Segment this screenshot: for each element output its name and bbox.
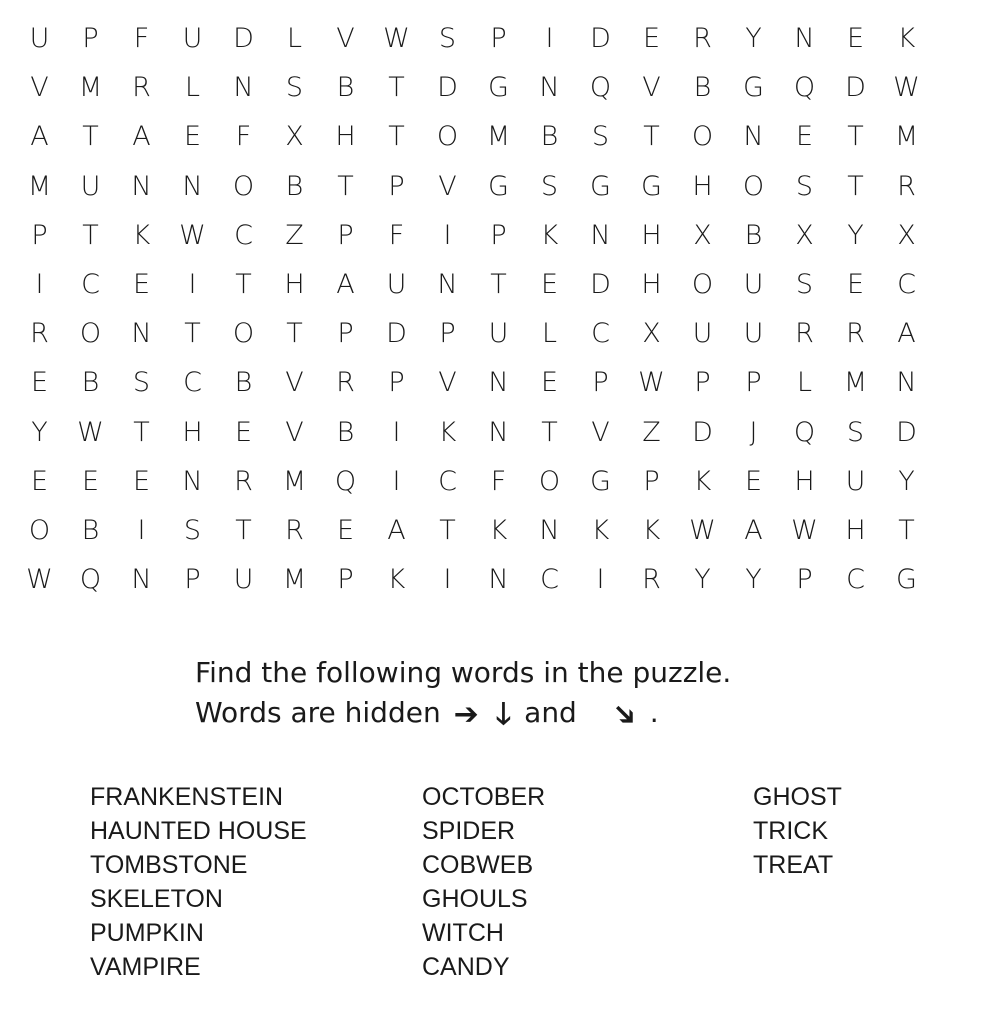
grid-letter: P bbox=[694, 367, 711, 399]
grid-letter: O bbox=[28, 514, 51, 546]
grid-letter: Y bbox=[31, 416, 48, 448]
grid-letter: V bbox=[438, 170, 457, 202]
grid-letter: R bbox=[795, 318, 814, 350]
grid-letter: E bbox=[846, 23, 865, 55]
grid-letter: U bbox=[743, 269, 764, 301]
grid-letter: N bbox=[590, 219, 611, 251]
grid-letter: F bbox=[133, 23, 150, 55]
grid-letter: A bbox=[744, 514, 763, 546]
word-list-column-1 bbox=[90, 780, 307, 984]
grid-letter: V bbox=[591, 416, 610, 448]
grid-letter: Z bbox=[642, 416, 661, 448]
grid-letter: S bbox=[183, 514, 202, 546]
grid-letter: T bbox=[388, 72, 405, 104]
grid-letter: A bbox=[336, 269, 355, 301]
word-list-column-2 bbox=[422, 780, 545, 984]
word-list-item: SKELETON bbox=[90, 885, 223, 913]
grid-letter: S bbox=[591, 121, 610, 153]
grid-letter: T bbox=[337, 170, 354, 202]
grid-letter: E bbox=[846, 269, 865, 301]
grid-letter: S bbox=[285, 72, 304, 104]
grid-letter: N bbox=[182, 170, 203, 202]
grid-letter: H bbox=[794, 465, 815, 497]
grid-row bbox=[14, 506, 932, 555]
grid-letter: T bbox=[847, 121, 864, 153]
grid-letter: F bbox=[490, 465, 507, 497]
grid-letter: V bbox=[30, 72, 49, 104]
grid-letter: G bbox=[896, 564, 917, 596]
grid-letter: H bbox=[182, 416, 203, 448]
grid-letter: L bbox=[541, 318, 558, 350]
grid-letter: L bbox=[286, 23, 303, 55]
grid-letter: O bbox=[79, 318, 102, 350]
grid-letter: M bbox=[282, 564, 307, 596]
grid-letter: J bbox=[749, 416, 758, 448]
grid-letter: I bbox=[596, 564, 605, 596]
grid-letter: P bbox=[388, 170, 405, 202]
grid-row bbox=[14, 14, 932, 63]
grid-letter: F bbox=[235, 121, 252, 153]
grid-letter: N bbox=[539, 514, 560, 546]
instructions bbox=[195, 653, 731, 735]
grid-letter: Q bbox=[589, 72, 612, 104]
grid-letter: D bbox=[692, 416, 713, 448]
arrow-down-icon: 🡓 bbox=[495, 697, 512, 732]
grid-letter: L bbox=[184, 72, 201, 104]
grid-row bbox=[14, 408, 932, 457]
grid-letter: E bbox=[642, 23, 661, 55]
grid-letter: Y bbox=[694, 564, 711, 596]
grid-letter: T bbox=[133, 416, 150, 448]
grid-letter: E bbox=[183, 121, 202, 153]
grid-letter: O bbox=[232, 318, 255, 350]
grid-letter: Y bbox=[745, 23, 762, 55]
grid-letter: X bbox=[642, 318, 661, 350]
grid-letter: N bbox=[131, 318, 152, 350]
grid-letter: M bbox=[486, 121, 511, 153]
grid-letter: E bbox=[132, 269, 151, 301]
instruction-line-2-text: Words are hidden bbox=[195, 696, 441, 729]
grid-letter: I bbox=[392, 465, 401, 497]
grid-letter: R bbox=[234, 465, 253, 497]
grid-letter: Q bbox=[793, 72, 816, 104]
grid-letter: X bbox=[285, 121, 304, 153]
grid-letter: K bbox=[438, 416, 457, 448]
grid-letter: H bbox=[692, 170, 713, 202]
grid-letter: C bbox=[234, 219, 253, 251]
grid-letter: B bbox=[234, 367, 253, 399]
grid-letter: N bbox=[488, 564, 509, 596]
grid-letter: G bbox=[590, 170, 611, 202]
grid-letter: V bbox=[642, 72, 661, 104]
grid-letter: I bbox=[392, 416, 401, 448]
grid-letter: G bbox=[488, 170, 509, 202]
grid-row bbox=[14, 162, 932, 211]
grid-letter: K bbox=[387, 564, 406, 596]
grid-letter: K bbox=[489, 514, 508, 546]
word-list-item: GHOULS bbox=[422, 885, 528, 913]
grid-letter: M bbox=[843, 367, 868, 399]
grid-letter: K bbox=[897, 23, 916, 55]
grid-letter: P bbox=[439, 318, 456, 350]
grid-letter: O bbox=[232, 170, 255, 202]
instruction-line-2 bbox=[195, 693, 731, 735]
grid-letter: A bbox=[387, 514, 406, 546]
grid-row bbox=[14, 260, 932, 309]
grid-letter: D bbox=[233, 23, 254, 55]
word-list-item: FRANKENSTEIN bbox=[90, 783, 284, 811]
grid-row bbox=[14, 457, 932, 506]
grid-letter: S bbox=[795, 170, 814, 202]
grid-letter: V bbox=[285, 367, 304, 399]
grid-letter: P bbox=[31, 219, 48, 251]
word-search-grid bbox=[14, 14, 932, 604]
grid-letter: I bbox=[137, 514, 146, 546]
grid-letter: P bbox=[337, 318, 354, 350]
grid-letter: M bbox=[27, 170, 52, 202]
grid-letter: E bbox=[795, 121, 814, 153]
grid-letter: N bbox=[182, 465, 203, 497]
grid-letter: U bbox=[29, 23, 50, 55]
grid-letter: P bbox=[796, 564, 813, 596]
grid-letter: C bbox=[81, 269, 100, 301]
grid-letter: B bbox=[336, 416, 355, 448]
instruction-line-1: Find the following words in the puzzle. bbox=[195, 656, 732, 689]
grid-letter: S bbox=[846, 416, 865, 448]
grid-letter: D bbox=[590, 23, 611, 55]
grid-letter: E bbox=[30, 465, 49, 497]
grid-letter: O bbox=[538, 465, 561, 497]
grid-letter: R bbox=[30, 318, 49, 350]
grid-letter: T bbox=[82, 121, 99, 153]
grid-letter: S bbox=[132, 367, 151, 399]
grid-letter: N bbox=[488, 367, 509, 399]
grid-letter: N bbox=[743, 121, 764, 153]
grid-letter: P bbox=[184, 564, 201, 596]
grid-letter: D bbox=[386, 318, 407, 350]
grid-letter: T bbox=[898, 514, 915, 546]
grid-letter: G bbox=[641, 170, 662, 202]
grid-letter: I bbox=[188, 269, 197, 301]
grid-letter: O bbox=[436, 121, 459, 153]
grid-letter: T bbox=[235, 514, 252, 546]
grid-letter: C bbox=[438, 465, 457, 497]
word-list-item: VAMPIRE bbox=[90, 953, 201, 981]
grid-letter: U bbox=[182, 23, 203, 55]
grid-letter: U bbox=[233, 564, 254, 596]
grid-letter: H bbox=[641, 219, 662, 251]
grid-row bbox=[14, 358, 932, 407]
grid-row bbox=[14, 309, 932, 358]
grid-letter: P bbox=[592, 367, 609, 399]
word-list-item: WITCH bbox=[422, 919, 504, 947]
grid-letter: T bbox=[490, 269, 507, 301]
grid-letter: R bbox=[285, 514, 304, 546]
grid-letter: U bbox=[692, 318, 713, 350]
grid-letter: T bbox=[643, 121, 660, 153]
grid-letter: B bbox=[744, 219, 763, 251]
word-list-item: TREAT bbox=[753, 851, 834, 879]
grid-letter: P bbox=[745, 367, 762, 399]
grid-letter: E bbox=[234, 416, 253, 448]
grid-letter: R bbox=[642, 564, 661, 596]
grid-letter: K bbox=[693, 465, 712, 497]
grid-letter: G bbox=[488, 72, 509, 104]
grid-letter: W bbox=[77, 416, 104, 448]
and-text: and bbox=[524, 696, 577, 729]
grid-letter: M bbox=[78, 72, 103, 104]
grid-letter: P bbox=[337, 564, 354, 596]
grid-letter: D bbox=[845, 72, 866, 104]
grid-letter: R bbox=[897, 170, 916, 202]
word-list-item: SPIDER bbox=[422, 817, 516, 845]
grid-row bbox=[14, 211, 932, 260]
grid-letter: P bbox=[490, 219, 507, 251]
grid-letter: O bbox=[691, 121, 714, 153]
grid-letter: E bbox=[744, 465, 763, 497]
grid-letter: T bbox=[286, 318, 303, 350]
grid-letter: U bbox=[386, 269, 407, 301]
grid-letter: L bbox=[796, 367, 813, 399]
arrow-diagonal-icon: ➔ bbox=[603, 693, 646, 736]
grid-letter: B bbox=[693, 72, 712, 104]
grid-letter: I bbox=[35, 269, 44, 301]
grid-letter: B bbox=[540, 121, 559, 153]
grid-letter: E bbox=[132, 465, 151, 497]
grid-letter: N bbox=[488, 416, 509, 448]
grid-letter: W bbox=[383, 23, 410, 55]
grid-letter: C bbox=[897, 269, 916, 301]
grid-letter: T bbox=[235, 269, 252, 301]
grid-letter: P bbox=[388, 367, 405, 399]
grid-row bbox=[14, 63, 932, 112]
grid-letter: T bbox=[184, 318, 201, 350]
grid-letter: U bbox=[80, 170, 101, 202]
grid-letter: U bbox=[743, 318, 764, 350]
grid-letter: X bbox=[693, 219, 712, 251]
grid-letter: N bbox=[233, 72, 254, 104]
grid-letter: T bbox=[541, 416, 558, 448]
grid-letter: N bbox=[131, 170, 152, 202]
grid-letter: R bbox=[693, 23, 712, 55]
word-list-item: HAUNTED HOUSE bbox=[90, 817, 307, 845]
grid-letter: W bbox=[893, 72, 920, 104]
grid-letter: R bbox=[336, 367, 355, 399]
grid-letter: S bbox=[540, 170, 559, 202]
grid-letter: G bbox=[743, 72, 764, 104]
grid-letter: I bbox=[545, 23, 554, 55]
grid-letter: W bbox=[638, 367, 665, 399]
grid-letter: T bbox=[82, 219, 99, 251]
grid-letter: B bbox=[285, 170, 304, 202]
word-list-item: TOMBSTONE bbox=[90, 851, 248, 879]
grid-letter: A bbox=[30, 121, 49, 153]
grid-letter: A bbox=[132, 121, 151, 153]
grid-letter: T bbox=[439, 514, 456, 546]
grid-letter: Z bbox=[285, 219, 304, 251]
grid-letter: R bbox=[132, 72, 151, 104]
grid-letter: C bbox=[540, 564, 559, 596]
grid-letter: E bbox=[81, 465, 100, 497]
grid-letter: P bbox=[337, 219, 354, 251]
grid-letter: H bbox=[641, 269, 662, 301]
word-list-item: GHOST bbox=[753, 783, 842, 811]
word-list-item: COBWEB bbox=[422, 851, 534, 879]
grid-letter: N bbox=[794, 23, 815, 55]
grid-letter: Y bbox=[745, 564, 762, 596]
grid-letter: K bbox=[591, 514, 610, 546]
grid-letter: A bbox=[897, 318, 916, 350]
grid-letter: N bbox=[539, 72, 560, 104]
grid-letter: W bbox=[689, 514, 716, 546]
grid-letter: M bbox=[894, 121, 919, 153]
grid-letter: G bbox=[590, 465, 611, 497]
grid-letter: V bbox=[285, 416, 304, 448]
word-list-item: TRICK bbox=[753, 817, 828, 845]
grid-letter: C bbox=[846, 564, 865, 596]
period-text: . bbox=[649, 696, 659, 729]
grid-letter: F bbox=[388, 219, 405, 251]
grid-letter: X bbox=[795, 219, 814, 251]
grid-letter: P bbox=[490, 23, 507, 55]
grid-letter: E bbox=[540, 367, 559, 399]
grid-letter: Y bbox=[847, 219, 864, 251]
word-list-item: PUMPKIN bbox=[90, 919, 204, 947]
grid-letter: K bbox=[132, 219, 151, 251]
grid-letter: Y bbox=[898, 465, 915, 497]
grid-letter: Q bbox=[79, 564, 102, 596]
grid-letter: B bbox=[336, 72, 355, 104]
grid-row bbox=[14, 555, 932, 604]
grid-letter: E bbox=[540, 269, 559, 301]
grid-letter: K bbox=[642, 514, 661, 546]
grid-letter: O bbox=[691, 269, 714, 301]
grid-letter: Q bbox=[793, 416, 816, 448]
grid-letter: W bbox=[26, 564, 53, 596]
grid-row bbox=[14, 112, 932, 161]
word-list bbox=[90, 780, 950, 990]
word-list-item: CANDY bbox=[422, 953, 510, 981]
grid-letter: H bbox=[284, 269, 305, 301]
grid-letter: N bbox=[896, 367, 917, 399]
word-list-column-3 bbox=[753, 780, 842, 882]
grid-letter: H bbox=[845, 514, 866, 546]
grid-letter: V bbox=[438, 367, 457, 399]
grid-letter: D bbox=[437, 72, 458, 104]
grid-letter: W bbox=[791, 514, 818, 546]
grid-letter: O bbox=[742, 170, 765, 202]
grid-letter: D bbox=[896, 416, 917, 448]
grid-letter: U bbox=[845, 465, 866, 497]
grid-letter: S bbox=[438, 23, 457, 55]
grid-letter: H bbox=[335, 121, 356, 153]
grid-letter: U bbox=[488, 318, 509, 350]
grid-letter: W bbox=[179, 219, 206, 251]
grid-letter: C bbox=[183, 367, 202, 399]
grid-letter: E bbox=[30, 367, 49, 399]
grid-letter: P bbox=[82, 23, 99, 55]
grid-letter: E bbox=[336, 514, 355, 546]
grid-letter: N bbox=[437, 269, 458, 301]
grid-letter: T bbox=[847, 170, 864, 202]
grid-letter: S bbox=[795, 269, 814, 301]
grid-letter: I bbox=[443, 219, 452, 251]
grid-letter: K bbox=[540, 219, 559, 251]
grid-letter: C bbox=[591, 318, 610, 350]
grid-letter: R bbox=[846, 318, 865, 350]
grid-letter: V bbox=[336, 23, 355, 55]
grid-letter: T bbox=[388, 121, 405, 153]
grid-letter: I bbox=[443, 564, 452, 596]
grid-letter: D bbox=[590, 269, 611, 301]
grid-letter: M bbox=[282, 465, 307, 497]
grid-letter: P bbox=[643, 465, 660, 497]
grid-letter: X bbox=[897, 219, 916, 251]
arrow-right-icon: ➔ bbox=[453, 697, 479, 732]
word-list-item: OCTOBER bbox=[422, 783, 546, 811]
grid-letter: N bbox=[131, 564, 152, 596]
grid-letter: B bbox=[81, 514, 100, 546]
grid-letter: Q bbox=[334, 465, 357, 497]
grid-letter: B bbox=[81, 367, 100, 399]
